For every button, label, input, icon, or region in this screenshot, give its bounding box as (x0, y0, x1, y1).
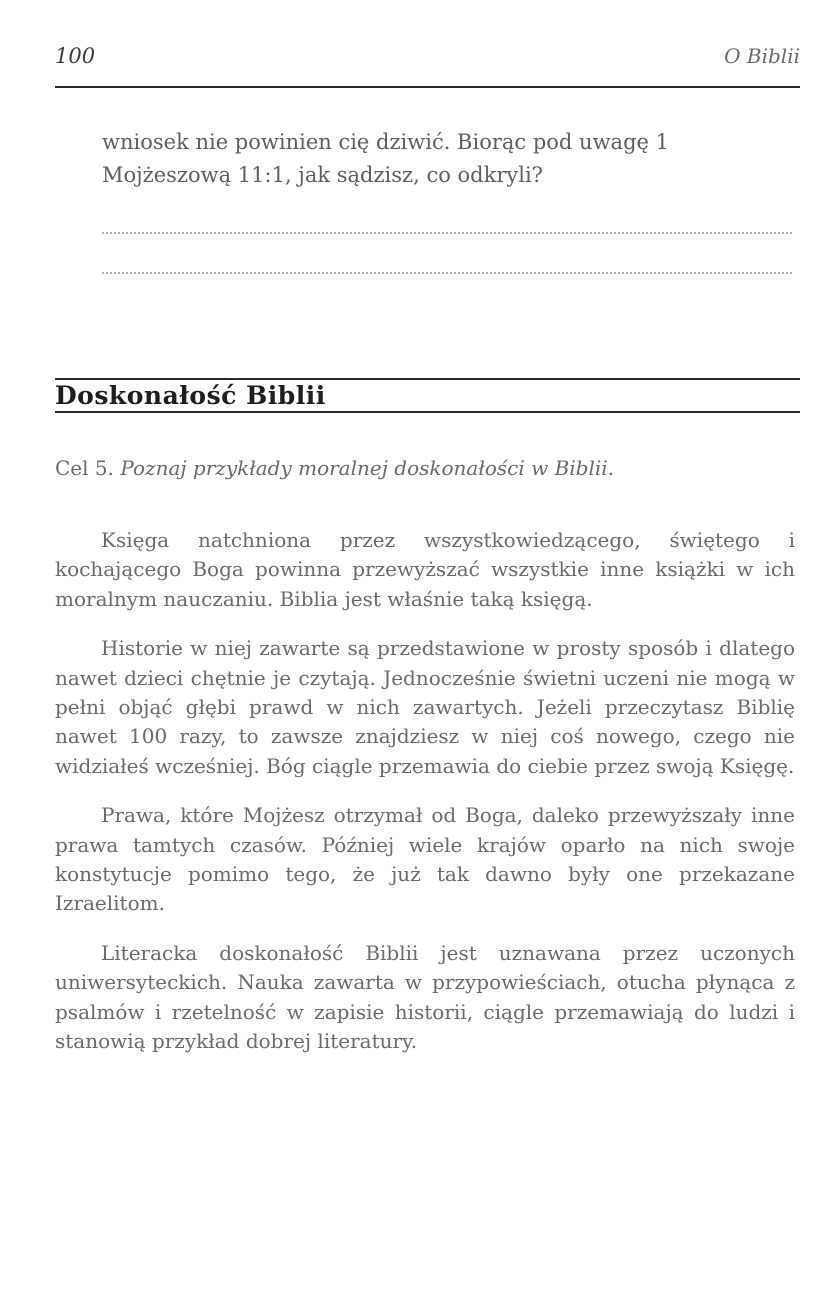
page-header (55, 44, 800, 70)
answer-line-2[interactable] (102, 272, 792, 274)
answer-line-1[interactable] (102, 232, 792, 234)
paragraph: Prawa, które Mojżesz otrzymał od Boga, daleko przewyższały inne prawa tamtych czasów. Później wiele krajów oparło na nich swoje konstytucje pomimo tego, że już tak dawno były one przekazane Izraelitom. (55, 803, 795, 916)
paragraph: Księga natchniona przez wszystkowiedzącego, świętego i kochającego Boga powinna przewyższać wszystkie inne książki w ich moralnym nauczaniu. Biblia jest właśnie taką księgą. (55, 528, 795, 611)
question-text: wniosek nie powinien cię dziwić. Biorąc pod uwagę 1 Mojżeszową 11:1, jak sądzisz, co odkryli? (102, 130, 669, 187)
goal-text: Poznaj przykłady moralnej doskonałości w Biblii. (120, 456, 615, 480)
goal-label: Cel 5. (55, 456, 114, 480)
section-top-rule (55, 378, 800, 380)
paragraph: Historie w niej zawarte są przedstawione w prosty sposób i dlatego nawet dzieci chętnie je czytają. Jednocześnie świetni uczeni nie mogą w pełni objąć głębi prawd w nich zawartych. Jeżeli przeczytasz Biblię nawet 100 razy, to zawsze znajdziesz w niej coś nowego, czego nie widziałeś wcześniej. Bóg ciągle przemawia do ciebie przez swoją Księgę. (55, 636, 795, 778)
goal-line (55, 456, 800, 480)
section-title: Doskonałość Biblii (55, 381, 326, 410)
body-text (55, 526, 795, 1077)
section-bottom-rule (55, 411, 800, 413)
running-title: O Biblii (724, 44, 800, 68)
paragraph: Literacka doskonałość Biblii jest uznawana przez uczonych uniwersyteckich. Nauka zawarta w przypowieściach, otucha płynąca z psalmów i rzetelność w zapisie historii, ciągle przemawiają do ludzi i stanowią przykład dobrej literatury. (55, 940, 795, 1054)
question-block (102, 126, 800, 192)
header-rule (55, 86, 800, 88)
page-number: 100 (55, 44, 96, 68)
